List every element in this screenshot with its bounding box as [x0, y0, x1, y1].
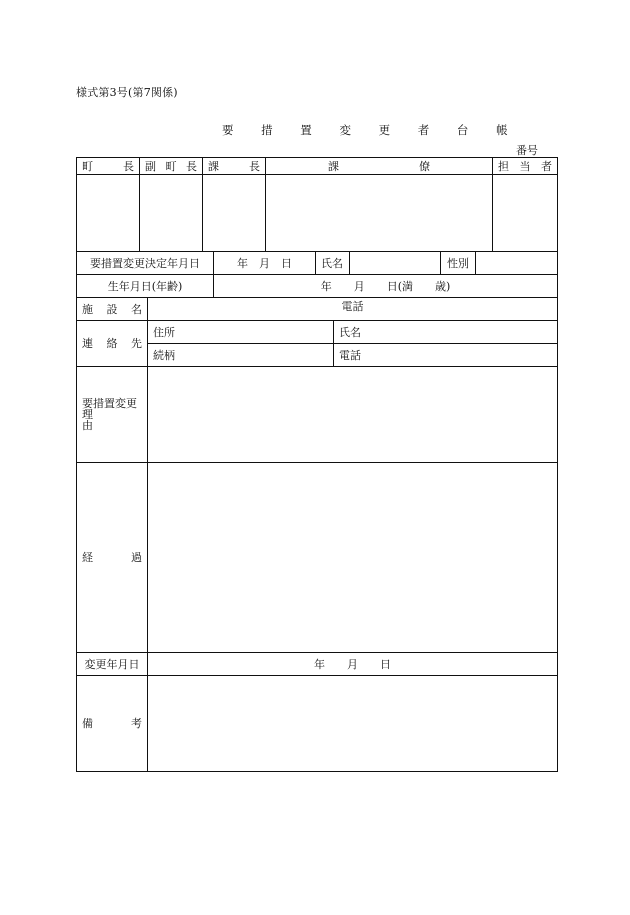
- label-chars: [77, 718, 147, 729]
- approval-header-chars: [77, 161, 139, 172]
- contact-name-field[interactable]: 氏名: [334, 321, 558, 344]
- approval-header-chars: [493, 161, 557, 172]
- form-number: 様式第3号(第7関係): [76, 86, 178, 99]
- label-char: 絡: [106, 337, 118, 350]
- change-date-label: 変更年月日: [77, 653, 148, 676]
- facility-phone-label: 電話: [341, 300, 364, 313]
- contact-relation-field[interactable]: 続柄: [148, 344, 334, 367]
- label-char: 先: [131, 337, 142, 350]
- header-char: 長: [123, 159, 134, 173]
- facility-name-field[interactable]: [148, 298, 558, 321]
- decision-date-label: 要措置変更決定年月日: [77, 252, 214, 275]
- approval-stamp-section-chief[interactable]: [203, 175, 266, 252]
- header-char: 課: [208, 159, 219, 173]
- header-char: 担: [498, 159, 509, 173]
- label-char: 施: [82, 302, 93, 316]
- contact-label: [77, 321, 148, 367]
- header-char: 課: [328, 159, 339, 173]
- approval-stamp-deputy-mayor[interactable]: [140, 175, 203, 252]
- progress-field[interactable]: [148, 463, 558, 653]
- approval-header-chars: [266, 161, 492, 172]
- decision-date-field[interactable]: 年 月 日: [214, 252, 316, 275]
- approval-header-chars: [203, 161, 265, 172]
- sex-label: 性別: [441, 252, 476, 275]
- name-field[interactable]: [350, 252, 441, 275]
- progress-label: [77, 463, 148, 653]
- document-title: 要 措 置 変 更 者 台 帳: [222, 123, 520, 137]
- approval-header-mayor: [77, 158, 140, 175]
- header-char: 当: [519, 159, 531, 173]
- label-char: 理: [82, 408, 93, 421]
- approval-header-staff: [266, 158, 493, 175]
- approval-header-chars: [140, 161, 202, 172]
- label-char: 名: [131, 302, 142, 316]
- label-char: 備: [82, 717, 93, 730]
- approval-table: [76, 157, 558, 252]
- label-chars: [77, 338, 147, 349]
- approval-stamp-staff[interactable]: [266, 175, 493, 252]
- header-char: 僚: [419, 159, 430, 173]
- decision-row-table: [76, 251, 558, 275]
- label-char: 設: [106, 302, 118, 316]
- header-char: 町: [82, 159, 93, 173]
- sex-field[interactable]: [476, 252, 558, 275]
- contact-phone-field[interactable]: 電話: [334, 344, 558, 367]
- header-char: 町: [165, 159, 177, 173]
- change-date-field[interactable]: 年 月 日: [148, 653, 558, 676]
- label-char: 過: [131, 551, 142, 564]
- approval-stamp-mayor[interactable]: [77, 175, 140, 252]
- header-char: 副: [145, 159, 156, 173]
- facility-name-label: [77, 298, 148, 321]
- name-label: 氏名: [316, 252, 350, 275]
- label-char: 由: [82, 419, 93, 432]
- reason-field[interactable]: [148, 367, 558, 463]
- reason-label: [77, 367, 148, 463]
- reason-label-line2: [82, 409, 142, 431]
- serial-number-label: 番号: [516, 144, 538, 157]
- approval-stamp-person-in-charge[interactable]: [493, 175, 558, 252]
- label-char: 経: [82, 551, 93, 564]
- approval-header-deputy-mayor: [140, 158, 203, 175]
- reason-label-line1: 要措置変更: [82, 397, 137, 410]
- remarks-label: [77, 676, 148, 772]
- label-chars: [77, 304, 147, 315]
- birth-date-label: 生年月日(年齢): [77, 275, 214, 298]
- approval-header-person-in-charge: [493, 158, 558, 175]
- header-char: 長: [186, 159, 197, 173]
- label-char: 連: [82, 337, 93, 350]
- record-table: [76, 297, 558, 772]
- birth-date-field[interactable]: 年 月 日(満 歳): [214, 275, 558, 298]
- approval-header-section-chief: [203, 158, 266, 175]
- header-char: 長: [249, 159, 260, 173]
- contact-address-field[interactable]: 住所: [148, 321, 334, 344]
- birth-row-table: [76, 274, 558, 298]
- label-char: 考: [131, 717, 142, 730]
- label-chars: [77, 552, 147, 563]
- remarks-field[interactable]: [148, 676, 558, 772]
- header-char: 者: [541, 159, 552, 173]
